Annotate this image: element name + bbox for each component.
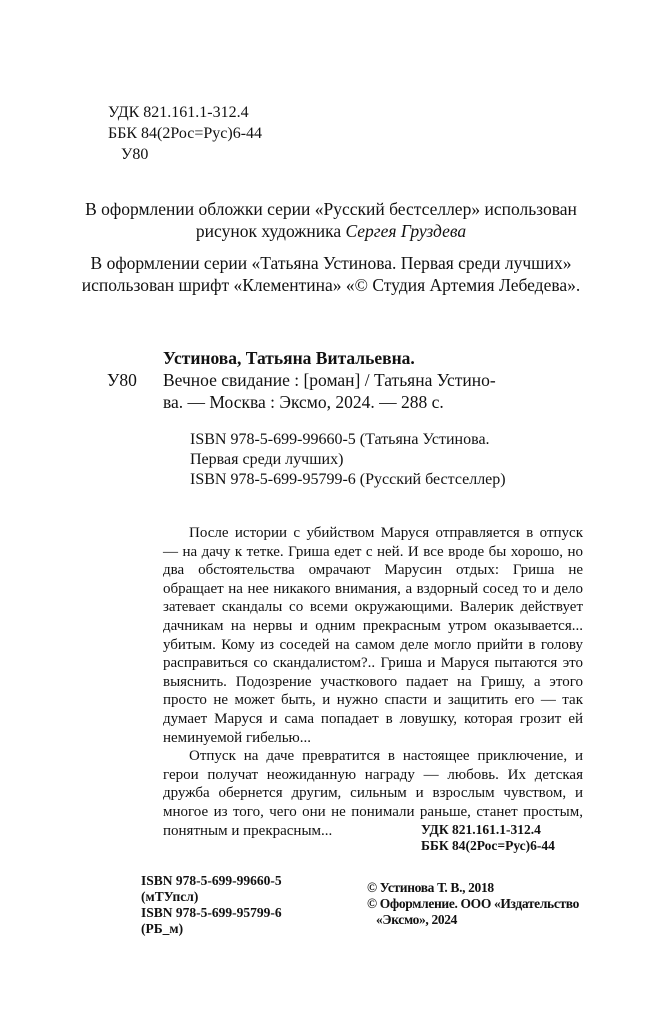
catalog-author-mark: У80: [107, 370, 137, 390]
copyright-line-3: «Эксмо», 2024: [376, 912, 458, 927]
cover-artist-name: Сергея Груздева: [345, 221, 467, 241]
isbn-2: ISBN 978-5-699-95799-6 (Русский бестселлер): [190, 471, 506, 488]
series-font-note: В оформлении серии «Татьяна Устинова. Первая среди лучших» использован шрифт «Клементина» «© Студия Артемия Лебедева».: [81, 253, 581, 295]
cover-design-text: В оформлении обложки серии «Русский бестселлер» использован рисунок художника: [85, 199, 577, 241]
isbn-1-line-1: ISBN 978-5-699-99660-5 (Татьяна Устинова.: [190, 431, 490, 448]
title-line-1: Вечное свидание : [роман] / Татьяна Устино-: [163, 370, 496, 390]
footer-isbn-line-2: (мТУпсл): [141, 889, 199, 904]
title-line-2: ва. — Москва : Эксмо, 2024. — 288 с.: [163, 392, 444, 412]
cover-design-note: [60, 198, 602, 242]
bottom-udk: УДК 821.161.1-312.4: [421, 822, 541, 837]
annotation: [163, 524, 583, 840]
footer-isbn-line-3: ISBN 978-5-699-95799-6: [141, 905, 282, 920]
author-heading: Устинова, Татьяна Витальевна.: [163, 348, 415, 368]
author-mark: У80: [121, 146, 149, 163]
copyright-line-1: © Устинова Т. В., 2018: [367, 880, 494, 895]
bbk-code: ББК 84(2Рос=Рус)6-44: [108, 125, 263, 142]
annotation-paragraph-2: Отпуск на даче превратится в настоящее приключение, и герои получат неожиданную награду — любовь. Их детская дружба обернется другим, сильным и взрослым чувством, и многое из того, чего они не понимали раньше, станет простым, понятным и прекрасным...: [163, 748, 583, 839]
udk-code: УДК 821.161.1-312.4: [108, 104, 249, 121]
copyright-line-2: © Оформление. ООО «Издательство: [367, 896, 580, 911]
footer-isbn-line-4: (РБ_м): [141, 921, 184, 936]
isbn-1-line-2: Первая среди лучших): [190, 451, 344, 468]
footer-isbn-line-1: ISBN 978-5-699-99660-5: [141, 873, 282, 888]
annotation-paragraph-1: После истории с убийством Маруся отправляется в отпуск — на дачу к тетке. Гриша едет с ней. И все вроде бы хорошо, но два обстоятельства омрачают Марусин отдых: Гриша не обращает на нее никакого внимания, а вздорный сосед то и дело затевает скандалы со всеми окружающими. Валерик действует дачникам на нервы и одним прекрасным утром оказывается... убитым. Кому из соседей на самом деле могло прийти в голову расправиться со скандалистом?.. Гриша и Маруся пытаются это выяснить. Подозрение участкового падает на Гришу, а этого просто не может быть, и нужно спасти и защитить его — так думает Маруся и сама попадает в ловушку, которая грозит ей неминуемой гибелью...: [163, 525, 583, 746]
bottom-bbk: ББК 84(2Рос=Рус)6-44: [421, 838, 555, 853]
